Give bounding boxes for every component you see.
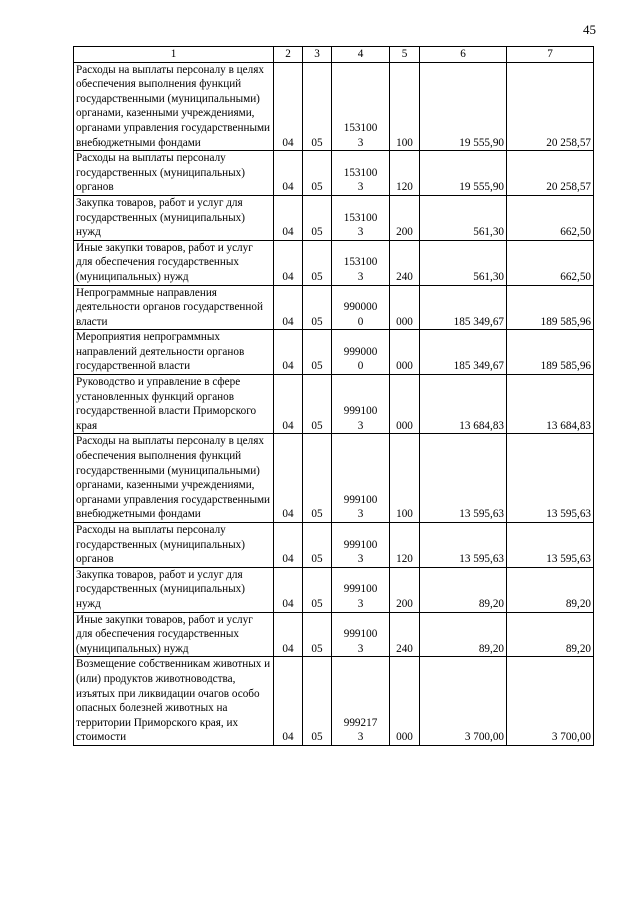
target-code-cell xyxy=(332,567,390,612)
target-code-cell xyxy=(332,240,390,285)
expense-type-cell: 000 xyxy=(390,330,420,375)
section-cell: 04 xyxy=(274,375,303,434)
amount-col6-cell: 13 595,63 xyxy=(420,523,507,568)
target-code-cell xyxy=(332,330,390,375)
header-cell: 2 xyxy=(274,47,303,63)
header-cell: 7 xyxy=(507,47,594,63)
section-cell: 04 xyxy=(274,195,303,240)
subsection-cell: 05 xyxy=(303,567,332,612)
section-cell: 04 xyxy=(274,62,303,151)
target-code-part-1: 999100 xyxy=(343,493,378,506)
target-code-cell xyxy=(332,612,390,657)
amount-col7-cell: 3 700,00 xyxy=(507,657,594,746)
row-name-cell: Мероприятия непрограммных направлений деятельности органов государственной власти xyxy=(74,330,274,375)
page-number: 45 xyxy=(583,22,596,37)
subsection-cell: 05 xyxy=(303,151,332,196)
subsection-cell: 05 xyxy=(303,62,332,151)
target-code-part-2: 3 xyxy=(357,508,364,521)
target-code-cell xyxy=(332,151,390,196)
amount-col7-cell: 13 595,63 xyxy=(507,523,594,568)
amount-col6-cell: 3 700,00 xyxy=(420,657,507,746)
header-cell: 6 xyxy=(420,47,507,63)
amount-col6-cell: 13 595,63 xyxy=(420,434,507,523)
row-name-cell: Расходы на выплаты персоналу государственных (муниципальных) органов xyxy=(74,151,274,196)
target-code-cell xyxy=(332,195,390,240)
amount-col6-cell: 89,20 xyxy=(420,612,507,657)
target-code-part-2: 0 xyxy=(357,360,364,373)
target-code-cell xyxy=(332,434,390,523)
target-code-part-1: 153100 xyxy=(343,211,378,224)
subsection-cell: 05 xyxy=(303,657,332,746)
amount-col7-cell: 89,20 xyxy=(507,612,594,657)
target-code-part-2: 3 xyxy=(357,136,364,149)
table-row xyxy=(74,434,594,523)
amount-col7-cell: 189 585,96 xyxy=(507,285,594,330)
amount-col6-cell: 561,30 xyxy=(420,240,507,285)
subsection-cell: 05 xyxy=(303,523,332,568)
target-code-cell xyxy=(332,62,390,151)
expense-type-cell: 000 xyxy=(390,657,420,746)
section-cell: 04 xyxy=(274,523,303,568)
target-code-part-1: 999100 xyxy=(343,583,378,596)
row-name-cell: Возмещение собственникам животных и (или) продуктов животноводства, изъятых при ликвидации очагов особо опасных болезней животных на территории Приморского края, их стоимости xyxy=(74,657,274,746)
section-cell: 04 xyxy=(274,612,303,657)
expense-type-cell: 000 xyxy=(390,285,420,330)
target-code-cell xyxy=(332,285,390,330)
target-code-part-2: 3 xyxy=(357,553,364,566)
target-code-part-2: 3 xyxy=(357,731,364,744)
section-cell: 04 xyxy=(274,657,303,746)
section-cell: 04 xyxy=(274,285,303,330)
table-row xyxy=(74,62,594,151)
expense-type-cell: 120 xyxy=(390,151,420,196)
expense-type-cell: 200 xyxy=(390,567,420,612)
section-cell: 04 xyxy=(274,567,303,612)
target-code-part-1: 999000 xyxy=(343,345,378,358)
table-row xyxy=(74,240,594,285)
table-row xyxy=(74,612,594,657)
target-code-cell xyxy=(332,523,390,568)
amount-col7-cell: 20 258,57 xyxy=(507,151,594,196)
subsection-cell: 05 xyxy=(303,375,332,434)
amount-col7-cell: 20 258,57 xyxy=(507,62,594,151)
target-code-part-1: 999100 xyxy=(343,538,378,551)
target-code-part-2: 3 xyxy=(357,419,364,432)
amount-col7-cell: 189 585,96 xyxy=(507,330,594,375)
target-code-part-2: 3 xyxy=(357,597,364,610)
subsection-cell: 05 xyxy=(303,330,332,375)
amount-col6-cell: 13 684,83 xyxy=(420,375,507,434)
target-code-cell xyxy=(332,657,390,746)
row-name-cell: Закупка товаров, работ и услуг для государственных (муниципальных) нужд xyxy=(74,195,274,240)
amount-col6-cell: 185 349,67 xyxy=(420,285,507,330)
amount-col7-cell: 89,20 xyxy=(507,567,594,612)
amount-col6-cell: 19 555,90 xyxy=(420,151,507,196)
target-code-part-1: 999100 xyxy=(343,628,378,641)
target-code-part-1: 153100 xyxy=(343,166,378,179)
amount-col6-cell: 185 349,67 xyxy=(420,330,507,375)
section-cell: 04 xyxy=(274,151,303,196)
subsection-cell: 05 xyxy=(303,612,332,657)
target-code-part-1: 999217 xyxy=(343,716,378,729)
section-cell: 04 xyxy=(274,434,303,523)
row-name-cell: Закупка товаров, работ и услуг для государственных (муниципальных) нужд xyxy=(74,567,274,612)
table-row xyxy=(74,657,594,746)
amount-col6-cell: 561,30 xyxy=(420,195,507,240)
table-row xyxy=(74,523,594,568)
target-code-part-2: 3 xyxy=(357,181,364,194)
expense-type-cell: 240 xyxy=(390,612,420,657)
subsection-cell: 05 xyxy=(303,195,332,240)
section-cell: 04 xyxy=(274,240,303,285)
amount-col7-cell: 13 684,83 xyxy=(507,375,594,434)
expense-type-cell: 100 xyxy=(390,62,420,151)
table-row xyxy=(74,195,594,240)
header-cell: 1 xyxy=(74,47,274,63)
row-name-cell: Руководство и управление в сфере установленных функций органов государственной власти Приморского края xyxy=(74,375,274,434)
table-header-row xyxy=(74,47,594,63)
section-cell: 04 xyxy=(274,330,303,375)
table-row xyxy=(74,285,594,330)
amount-col7-cell: 13 595,63 xyxy=(507,434,594,523)
expense-type-cell: 200 xyxy=(390,195,420,240)
row-name-cell: Расходы на выплаты персоналу в целях обеспечения выполнения функций государственными (муниципальными) органами, казенными учреждениями, органами управления государственными внебюджетными фондами xyxy=(74,62,274,151)
expense-type-cell: 240 xyxy=(390,240,420,285)
target-code-part-1: 153100 xyxy=(343,121,378,134)
amount-col6-cell: 19 555,90 xyxy=(420,62,507,151)
row-name-cell: Непрограммные направления деятельности органов государственной власти xyxy=(74,285,274,330)
row-name-cell: Расходы на выплаты персоналу в целях обеспечения выполнения функций государственными (муниципальными) органами, казенными учреждениями, органами управления государственными внебюджетными фондами xyxy=(74,434,274,523)
table-row xyxy=(74,375,594,434)
target-code-cell xyxy=(332,375,390,434)
target-code-part-2: 3 xyxy=(357,642,364,655)
table-row xyxy=(74,330,594,375)
table-row xyxy=(74,567,594,612)
header-cell: 5 xyxy=(390,47,420,63)
subsection-cell: 05 xyxy=(303,240,332,285)
table-row xyxy=(74,151,594,196)
amount-col6-cell: 89,20 xyxy=(420,567,507,612)
target-code-part-2: 3 xyxy=(357,270,364,283)
header-cell: 3 xyxy=(303,47,332,63)
expense-type-cell: 120 xyxy=(390,523,420,568)
target-code-part-2: 0 xyxy=(357,315,364,328)
amount-col7-cell: 662,50 xyxy=(507,240,594,285)
expense-type-cell: 100 xyxy=(390,434,420,523)
target-code-part-1: 999100 xyxy=(343,405,378,418)
row-name-cell: Иные закупки товаров, работ и услуг для обеспечения государственных (муниципальных) нужд xyxy=(74,240,274,285)
amount-col7-cell: 662,50 xyxy=(507,195,594,240)
budget-table xyxy=(73,46,594,746)
row-name-cell: Иные закупки товаров, работ и услуг для обеспечения государственных (муниципальных) нужд xyxy=(74,612,274,657)
subsection-cell: 05 xyxy=(303,434,332,523)
row-name-cell: Расходы на выплаты персоналу государственных (муниципальных) органов xyxy=(74,523,274,568)
target-code-part-1: 153100 xyxy=(343,256,378,269)
expense-type-cell: 000 xyxy=(390,375,420,434)
target-code-part-1: 990000 xyxy=(343,301,378,314)
target-code-part-2: 3 xyxy=(357,226,364,239)
subsection-cell: 05 xyxy=(303,285,332,330)
header-cell: 4 xyxy=(332,47,390,63)
